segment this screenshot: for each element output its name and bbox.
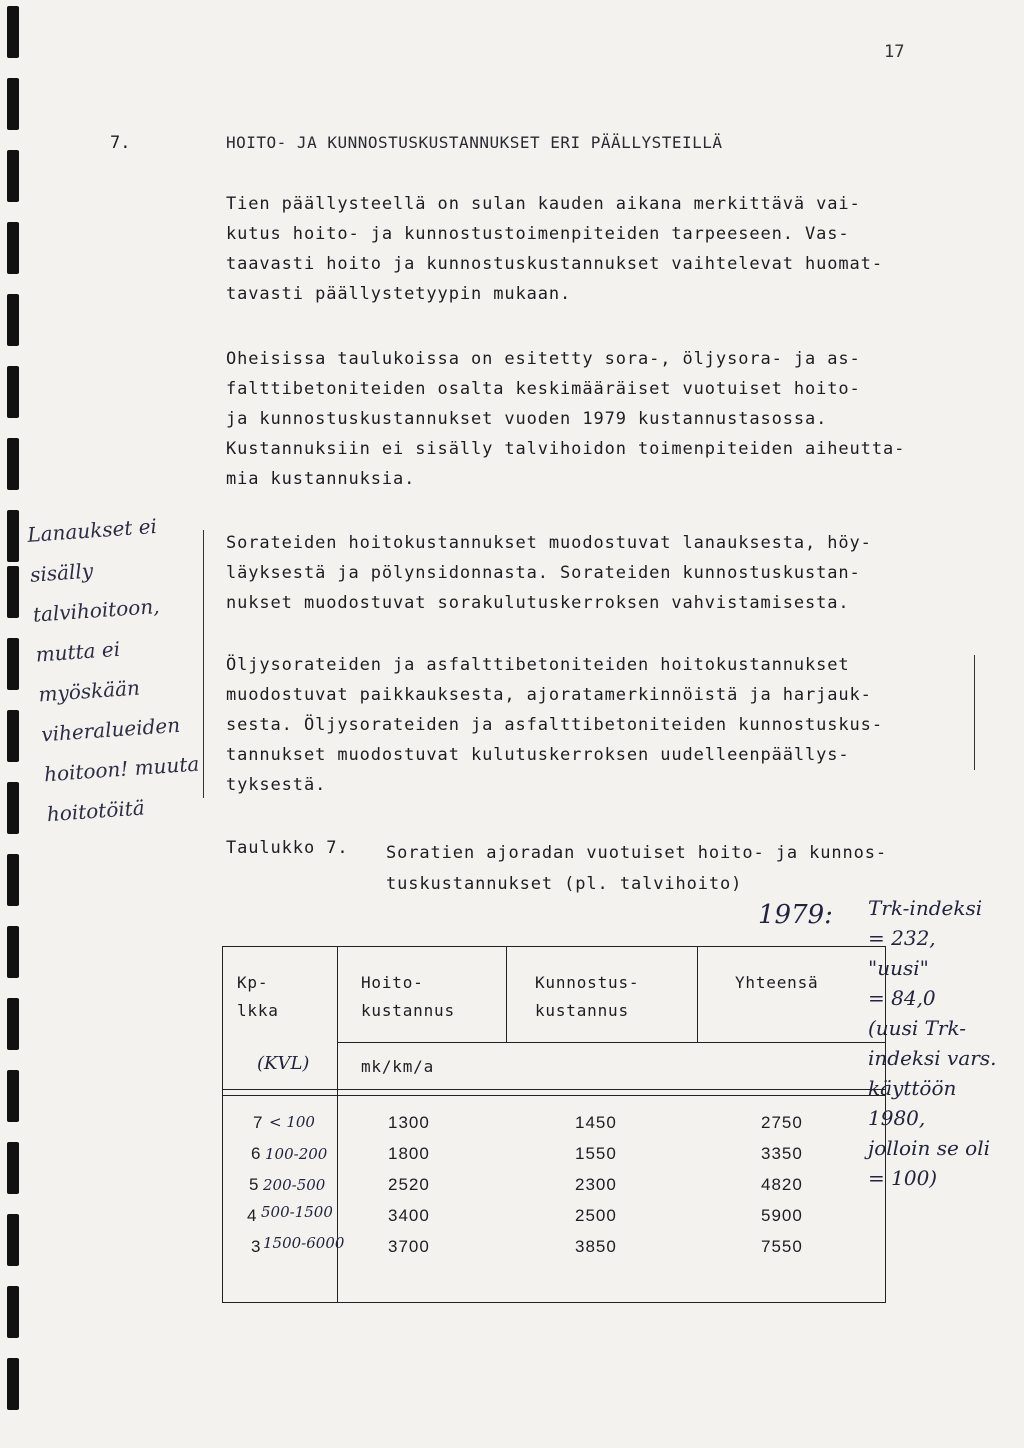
binding-ring <box>7 366 19 418</box>
binding-ring <box>7 222 19 274</box>
row-repair: 2300 <box>575 1175 617 1194</box>
row-repair: 2500 <box>575 1206 617 1225</box>
row-maintenance: 1300 <box>388 1113 430 1132</box>
table-divider <box>506 947 507 1042</box>
row-kvl: < 100 <box>269 1113 315 1131</box>
binding-ring <box>7 294 19 346</box>
row-kvl: 100-200 <box>265 1145 328 1163</box>
binding-ring <box>7 638 19 690</box>
row-maintenance: 3400 <box>388 1206 430 1225</box>
row-class: 4 <box>247 1206 258 1225</box>
table-divider <box>337 1042 885 1043</box>
binding-ring <box>7 1214 19 1266</box>
paragraph: Sorateiden hoitokustannukset muodostuvat lanauksesta, höy- läyksestä ja pölynsidonnasta. Sorateiden kunnostuskustan- nukset muodostuvat sorakulutuskerroksen vahvistamisesta. <box>226 533 872 613</box>
binding-ring <box>7 782 19 834</box>
binding-ring <box>7 566 19 618</box>
header-maintenance: Hoito- kustannus <box>361 973 455 1020</box>
section-title: HOITO- JA KUNNOSTUSKUSTANNUKSET ERI PÄÄLLYSTEILLÄ <box>226 133 723 152</box>
row-maintenance: 1800 <box>388 1144 430 1163</box>
cost-table <box>222 946 886 1303</box>
row-class: 7 <box>253 1113 264 1132</box>
binding-ring <box>7 1142 19 1194</box>
table-caption-text: Soratien ajoradan vuotuiset hoito- ja kunnos- tuskustannukset (pl. talvihoito) <box>386 843 888 894</box>
handwritten-year: 1979: <box>758 900 833 930</box>
binding-ring <box>7 998 19 1050</box>
row-repair: 3850 <box>575 1237 617 1256</box>
binding-ring <box>7 1070 19 1122</box>
section-number: 7. <box>110 133 131 153</box>
binding-ring <box>7 150 19 202</box>
header-repair: Kunnostus- kustannus <box>535 973 640 1020</box>
row-total: 3350 <box>761 1144 803 1163</box>
paragraph: Öljysorateiden ja asfalttibetoniteiden hoitokustannukset muodostuvat paikkauksesta, ajoratamerkinnöistä ja harjauk- sesta. Öljysorateiden ja asfalttibetoniteiden kunnostuskus- tannukset muodostuvat kulutuskerroksen uudelleenpäällys- tyksestä. <box>226 655 883 795</box>
row-maintenance: 2520 <box>388 1175 430 1194</box>
binding-ring <box>7 510 19 562</box>
table-divider <box>223 1095 885 1096</box>
row-repair: 1550 <box>575 1144 617 1163</box>
paragraph: Tien päällysteellä on sulan kauden aikana merkittävä vai- kutus hoito- ja kunnostustoimenpiteiden tarpeeseen. Vas- taavasti hoito ja kunnostuskustannukset vaihtelevat huomat- tavasti päällystetyypin mukaan. <box>226 194 883 304</box>
binding-ring <box>7 926 19 978</box>
header-unit: mk/km/a <box>361 1057 435 1076</box>
spiral-binding <box>0 0 22 1448</box>
binding-ring <box>7 6 19 58</box>
row-kvl: 500-1500 <box>261 1203 333 1221</box>
row-total: 2750 <box>761 1113 803 1132</box>
binding-ring <box>7 1286 19 1338</box>
row-kvl: 1500-6000 <box>263 1234 345 1252</box>
margin-bar-right <box>974 655 975 770</box>
handwritten-index-note: Trk-indeksi = 232, "uusi" = 84,0 (uusi Trk- indeksi vars. käyttöön 1980, jolloin se oli = 100) <box>868 896 997 1190</box>
table-caption-label: Taulukko 7. <box>226 838 349 858</box>
paragraph: Oheisissa taulukoissa on esitetty sora-, öljysora- ja as- falttibetoniteiden osalta keskimääräiset vuotuiset hoito- ja kunnostuskustannukset vuoden 1979 kustannustasossa. Kustannuksiin ei sisälly talvihoidon toimenpiteiden aiheutta- mia kustannuksia. <box>226 349 906 489</box>
page-number: 17 <box>884 42 905 62</box>
binding-ring <box>7 78 19 130</box>
row-total: 4820 <box>761 1175 803 1194</box>
row-class: 3 <box>251 1237 262 1256</box>
row-repair: 1450 <box>575 1113 617 1132</box>
binding-ring <box>7 1358 19 1410</box>
row-class: 5 <box>249 1175 260 1194</box>
table-divider <box>223 1089 885 1090</box>
row-class: 6 <box>251 1144 262 1163</box>
row-total: 5900 <box>761 1206 803 1225</box>
header-class-note: (KVL) <box>257 1053 310 1074</box>
header-total: Yhteensä <box>735 973 819 992</box>
row-total: 7550 <box>761 1237 803 1256</box>
row-maintenance: 3700 <box>388 1237 430 1256</box>
header-class: Kp- lkka <box>237 973 279 1020</box>
binding-ring <box>7 854 19 906</box>
handwritten-margin-note: Lanaukset ei sisälly talvihoitoon, mutta ei myöskään viheralueiden hoitoon! muuta hoitotöitä <box>26 513 201 827</box>
row-kvl: 200-500 <box>263 1176 326 1194</box>
table-divider <box>697 947 698 1042</box>
binding-ring <box>7 438 19 490</box>
binding-ring <box>7 710 19 762</box>
